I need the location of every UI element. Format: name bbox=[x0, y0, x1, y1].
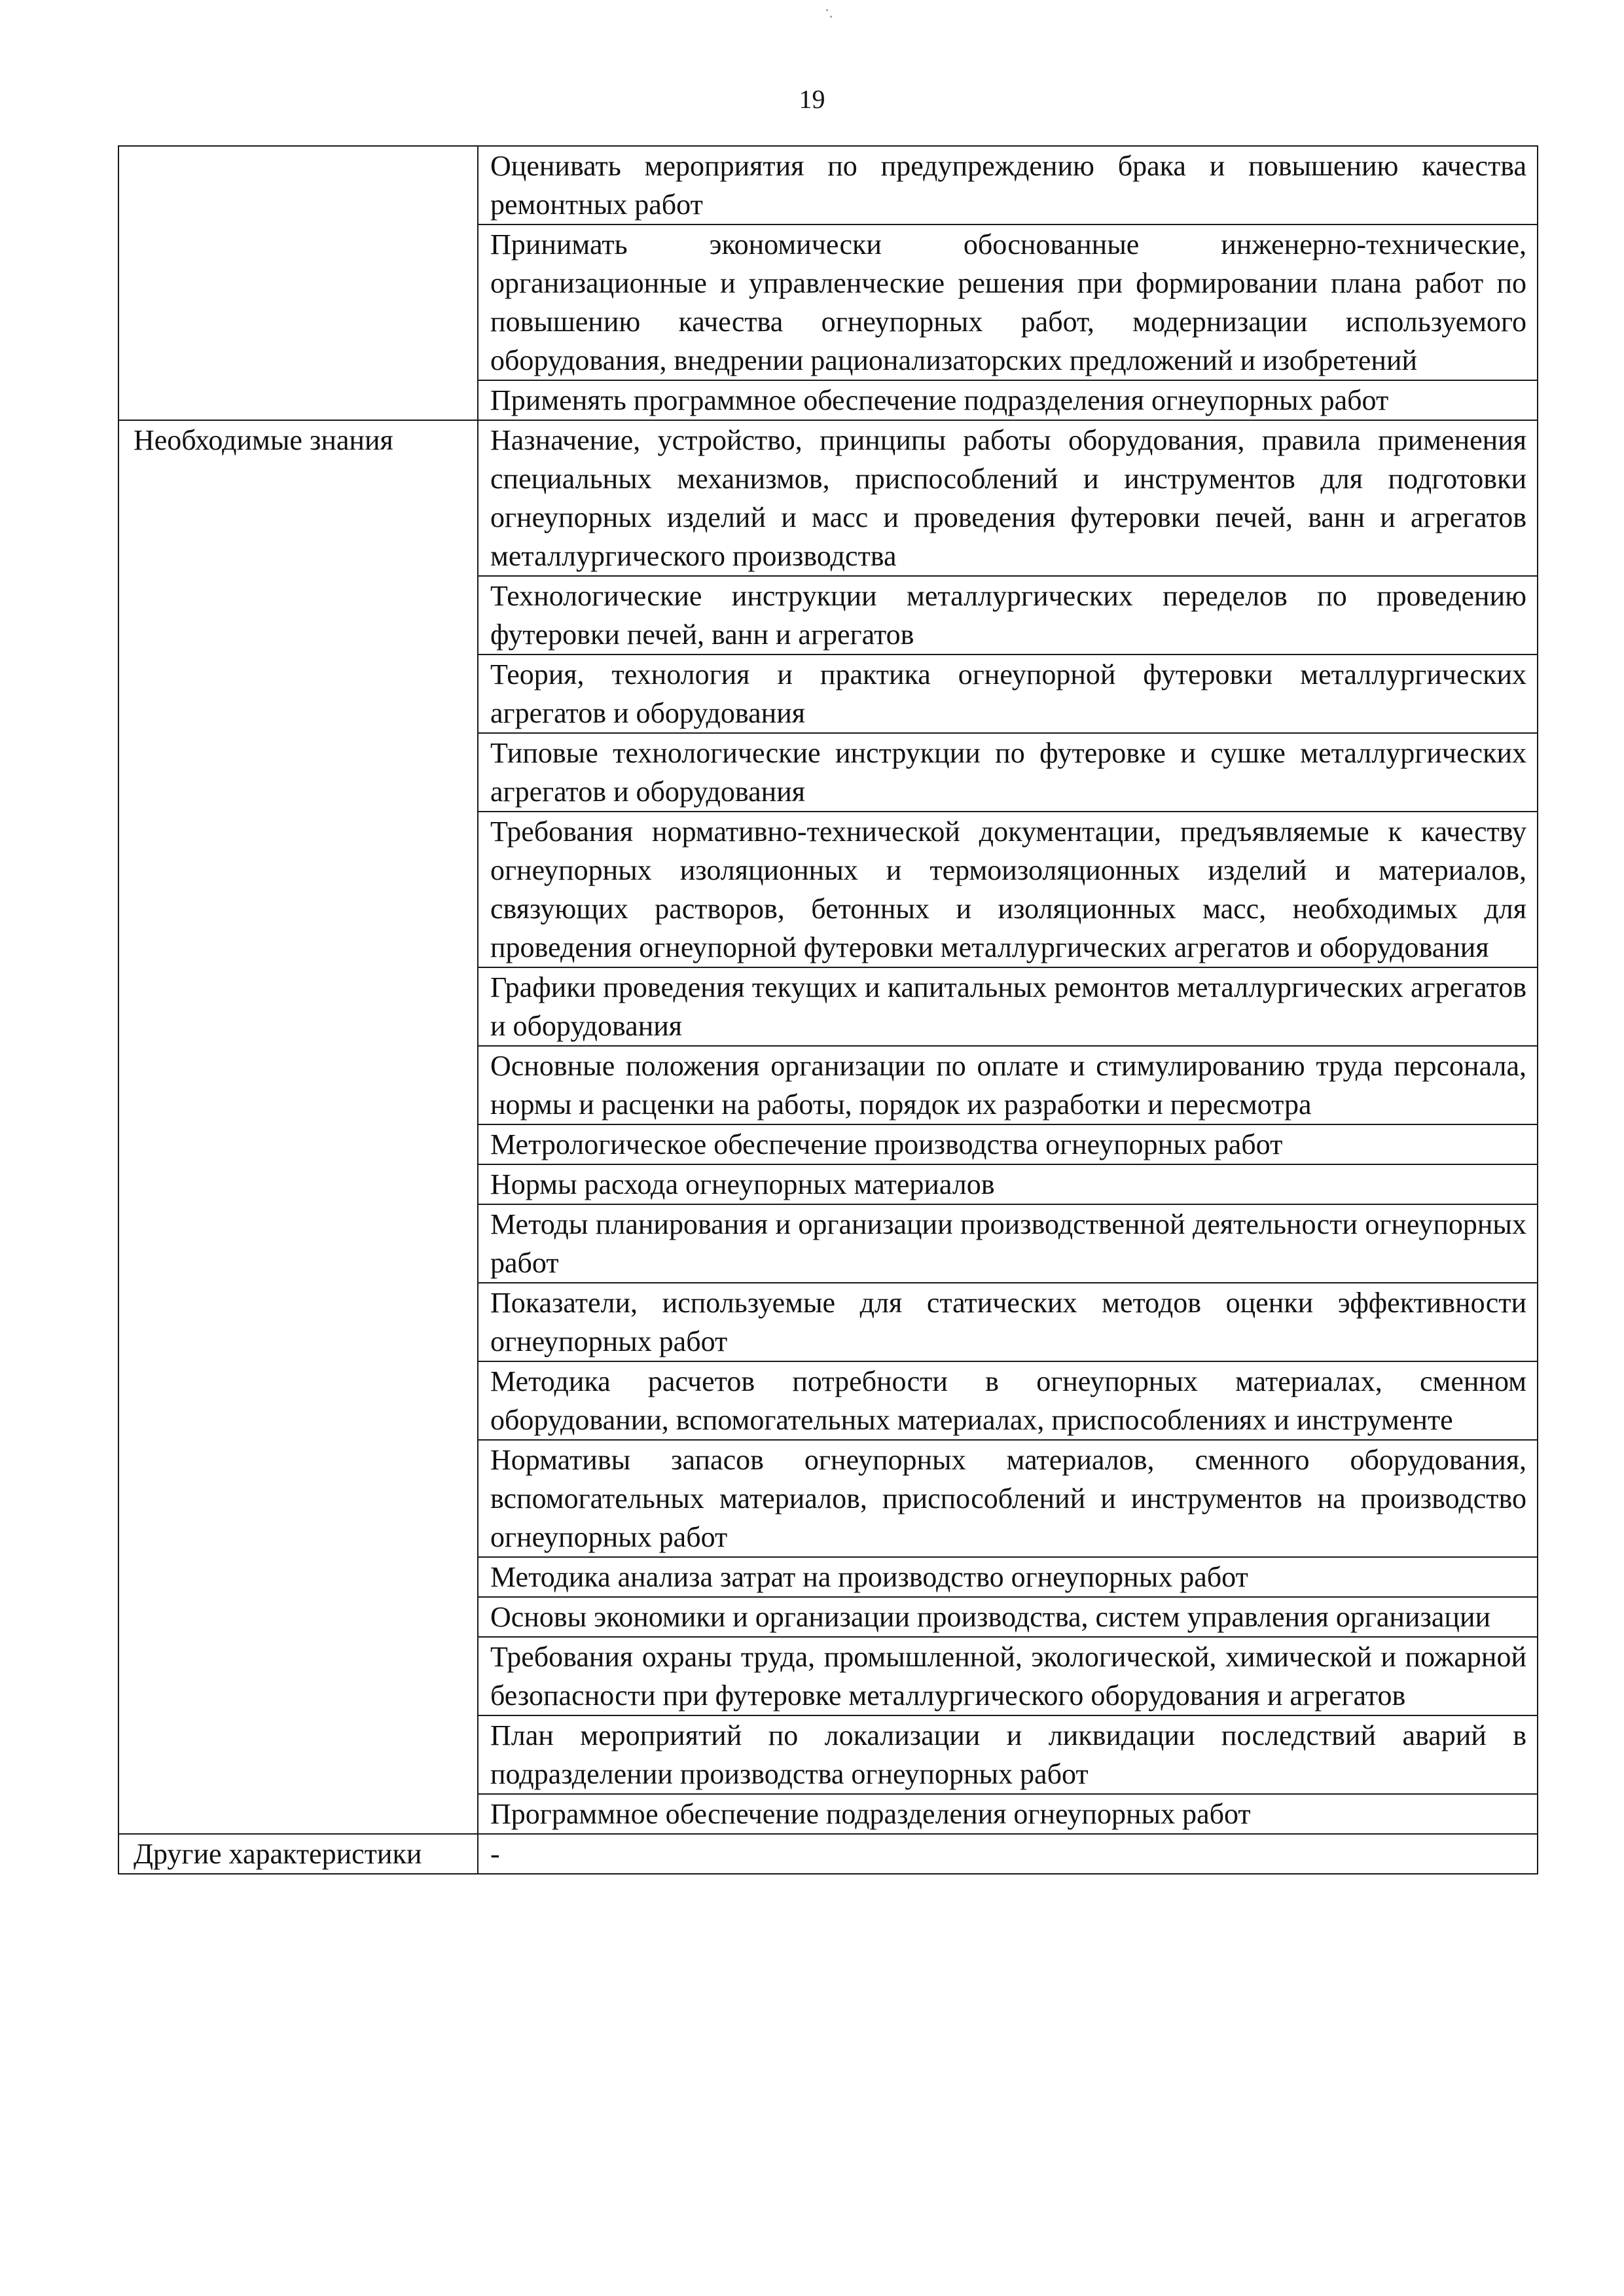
requirement-item: План мероприятий по локализации и ликвидации последствий аварий в подразделении производства огнеупорных работ bbox=[478, 1715, 1538, 1794]
requirement-item: Методика анализа затрат на производство огнеупорных работ bbox=[478, 1557, 1538, 1597]
requirement-item: Метрологическое обеспечение производства огнеупорных работ bbox=[478, 1124, 1538, 1164]
requirement-item: Теория, технология и практика огнеупорной футеровки металлургических агрегатов и оборудования bbox=[478, 655, 1538, 733]
requirement-item: Применять программное обеспечение подразделения огнеупорных работ bbox=[478, 380, 1538, 420]
section-label: Другие характеристики bbox=[118, 1834, 478, 1874]
requirement-item: Основные положения организации по оплате и стимулированию труда персонала, нормы и расценки на работы, порядок их разработки и пересмотра bbox=[478, 1046, 1538, 1124]
page-number: 19 bbox=[799, 84, 825, 114]
requirement-item: Графики проведения текущих и капитальных ремонтов металлургических агрегатов и оборудования bbox=[478, 967, 1538, 1046]
table-row bbox=[118, 146, 1538, 224]
requirement-item: Показатели, используемые для статических методов оценки эффективности огнеупорных работ bbox=[478, 1283, 1538, 1361]
requirement-item: Технологические инструкции металлургических переделов по проведению футеровки печей, ванн и агрегатов bbox=[478, 576, 1538, 655]
table-row bbox=[118, 1834, 1538, 1874]
scan-speck bbox=[830, 16, 832, 18]
requirement-item: Оценивать мероприятия по предупреждению брака и повышению качества ремонтных работ bbox=[478, 146, 1538, 224]
scan-speck bbox=[826, 9, 828, 11]
section-label bbox=[118, 146, 478, 420]
requirements-table bbox=[118, 145, 1538, 1874]
requirement-item: Нормы расхода огнеупорных материалов bbox=[478, 1164, 1538, 1204]
requirement-item: Методика расчетов потребности в огнеупорных материалах, сменном оборудовании, вспомогательных материалах, приспособлениях и инструменте bbox=[478, 1361, 1538, 1440]
requirement-item: Методы планирования и организации производственной деятельности огнеупорных работ bbox=[478, 1204, 1538, 1283]
requirement-item: Требования охраны труда, промышленной, экологической, химической и пожарной безопасности при футеровке металлургического оборудования и агрегатов bbox=[478, 1637, 1538, 1715]
requirement-item: Типовые технологические инструкции по футеровке и сушке металлургических агрегатов и оборудования bbox=[478, 733, 1538, 812]
requirement-item: Программное обеспечение подразделения огнеупорных работ bbox=[478, 1794, 1538, 1834]
requirement-item: Требования нормативно-технической документации, предъявляемые к качеству огнеупорных изоляционных и термоизоляционных изделий и материалов, связующих растворов, бетонных и изоляционных масс, необходимых для проведения огнеупорной футеровки металлургических агрегатов и оборудования bbox=[478, 812, 1538, 967]
table-row bbox=[118, 420, 1538, 576]
requirement-item: Нормативы запасов огнеупорных материалов, сменного оборудования, вспомогательных материалов, приспособлений и инструментов на производство огнеупорных работ bbox=[478, 1440, 1538, 1557]
requirement-item: Принимать экономически обоснованные инженерно-технические, организационные и управленческие решения при формировании плана работ по повышению качества огнеупорных работ, модернизации используемого оборудования, внедрении рационализаторских предложений и изобретений bbox=[478, 224, 1538, 380]
requirement-item: - bbox=[478, 1834, 1538, 1874]
requirement-item: Основы экономики и организации производства, систем управления организации bbox=[478, 1597, 1538, 1637]
requirement-item: Назначение, устройство, принципы работы оборудования, правила применения специальных механизмов, приспособлений и инструментов для подготовки огнеупорных изделий и масс и проведения футеровки печей, ванн и агрегатов металлургического производства bbox=[478, 420, 1538, 576]
section-label: Необходимые знания bbox=[118, 420, 478, 1834]
